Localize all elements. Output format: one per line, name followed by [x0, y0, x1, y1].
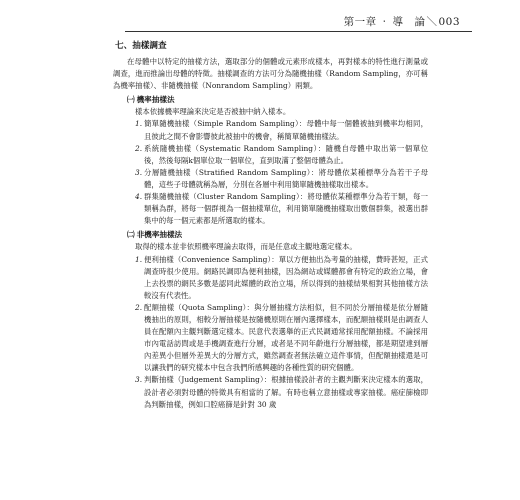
probability-lead: 樣本依據機率理論來決定是否被抽中納入樣本。: [135, 107, 291, 117]
item-number: 4.: [135, 192, 143, 202]
item-text: 系統隨機抽樣（Systematic Random Sampling）：隨機自母體中取出第一個單位後，然後每隔k個單位取一個單位，直到取滿了整個母體為止。: [144, 143, 428, 165]
item-text: 群集隨機抽樣（Cluster Random Sampling）：將母體依某種標準分為若干類，每一類稱為群，將每一個群視為一個抽樣單位，利用簡單隨機抽樣取出數個群集，被選出群集中的每一個元素都是所選取的樣本。: [144, 192, 428, 226]
header-separator: ‧: [382, 15, 387, 28]
list-item: [135, 374, 428, 410]
section-intro: 在母體中以特定的抽樣方法，選取部分的個體或元素形成樣本，再對樣本的特性進行測量或調查，進而推論出母體的特徵。抽樣調查的方法可分為隨機抽樣（Random Sampling，亦可稱為機率抽樣）、非隨機抽樣（Nonrandom Sampling）兩類。: [113, 57, 428, 91]
page-content: [113, 40, 428, 411]
subsection-nonprobability: [127, 229, 428, 241]
subsection-mark: ㈠: [127, 95, 135, 105]
subsection-heading: 機率抽樣法: [136, 95, 175, 105]
nonprobability-lead: 取得的樣本並非依照機率理論去取得，而是任意或主觀地選定樣本。: [135, 242, 357, 252]
subsection-heading: 非機率抽樣法: [136, 230, 183, 240]
item-text: 配額抽樣（Quota Sampling）：與分層抽樣方法相似，但不同於分層抽樣是依分層隨機抽出的原則，相較分層抽樣是按隨機原則在層內選擇樣本，而配額抽樣則是由調查人員在配額內主觀判斷選定樣本。民意代表選舉的正式民調通常採用配額抽樣。不論採用市內電話訪問或是手機調查進行分層，或者是不同年齡進行分層抽樣，都是期望達到層內差異小但層外差異大的分層方式，雖然調查者無法確立這件事情，但配額抽樣還是可以讓我們的研究樣本中包含我們所感興趣的各種性質的研究個體。: [144, 302, 428, 373]
list-item: [135, 167, 428, 191]
section-title: 七、抽樣調查: [115, 41, 167, 51]
item-number: 2.: [135, 143, 143, 153]
header-slash: ＼: [426, 16, 438, 28]
item-number: 2.: [135, 302, 143, 312]
item-text: 便利抽樣（Convenience Sampling）：單以方便抽出為考量的抽樣，費時甚短，正式調查時很少使用。網路民調即為便利抽樣，因為網站或媒體都會有特定的政治立場，會上去投票的網民多數是認同此媒體的政治立場，所以得到的抽樣結果相對其他抽樣方法較沒有代表性。: [144, 254, 428, 300]
item-number: 3.: [135, 167, 143, 177]
list-item: [135, 118, 428, 142]
chapter-label: 第一章: [343, 16, 377, 28]
item-text: 簡單隨機抽樣（Simple Random Sampling）：母體中每一個體被抽到機率均相同，且彼此之間不會影響彼此被抽中的機會，稱簡單隨機抽樣法。: [144, 119, 428, 141]
list-item: [135, 191, 428, 227]
page-number: 003: [438, 15, 460, 28]
subsection-probability: [127, 94, 428, 106]
list-item: [135, 302, 428, 375]
list-item: [135, 143, 428, 167]
item-text: 分層隨機抽樣（Stratified Random Sampling）：將母體依某種標準分為若干子母體，這些子母體就稱為層，分別在各層中利用簡單隨機抽樣取出樣本。: [144, 167, 428, 189]
item-number: 3.: [135, 375, 143, 385]
item-number: 1.: [135, 254, 143, 264]
item-text: 判斷抽樣（Judgement Sampling）：根據抽樣設計者的主觀判斷來決定樣本的選取，設計者必須對母體的特徵具有相當的了解。有時也稱立意抽樣或專家抽樣。癌症篩檢即為判斷抽樣，例如口腔癌篩是針對 30 歲: [144, 375, 428, 409]
running-header: [344, 14, 460, 29]
item-number: 1.: [135, 119, 143, 129]
chapter-title: 導 論: [392, 16, 426, 28]
subsection-mark: ㈡: [127, 230, 135, 240]
list-item: [135, 254, 428, 302]
header-rule: [125, 31, 472, 32]
